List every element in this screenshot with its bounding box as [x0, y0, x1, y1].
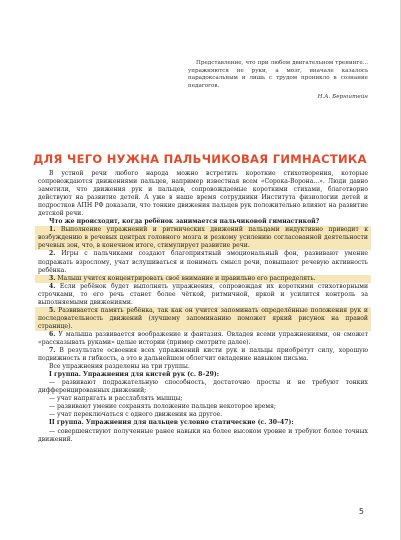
list-item-text: В результате освоения всех упражнений кисти рук и пальцы приобретут силу, хорошую подвижность и гибкость, а это в дальнейшем облегчит овладение навыком письма. [38, 347, 369, 363]
group-1-item: — учат переключаться с одного движения на другое. [49, 411, 223, 419]
intro-paragraph: В устной речи любого народа можно встретить короткие стихотворения, которые сопровождаются движениями пальцев, например известная всем «Сорока-Ворона...». Люди давно заметили, что движения рук и пальцев, сопровождаемые короткими стихами, благотворно действуют на развитие детей. А уже в наше время сотрудники Института физиологии детей и подростков АПН РФ доказали, что тонкие движения пальцев рук положительно влияют на развитие детской речи. [38, 170, 368, 218]
epigraph [188, 60, 368, 102]
epigraph-author: Н.А. Бернштейн [317, 94, 368, 101]
list-item [35, 275, 371, 283]
list-item-text: Игры с пальчиками создают благоприятный эмоциональный фон, развивают умение подражать взрослому, учат вслушиваться и понимать смысл речи, повышают речевую активность ребёнка. [38, 250, 368, 274]
group-1-title: I группа. Упражнения для кистей рук (с. 8–29): [49, 371, 220, 379]
page-number: 5 [358, 507, 364, 516]
list-item [35, 226, 371, 250]
list-item-number: 2. [49, 250, 56, 258]
list-item [38, 347, 368, 363]
list-item [35, 307, 371, 331]
list-item-text: Выполнение упражнений и ритмических движений пальцами индуктивно приводит к возбуждению в речевых центрах головного мозга и резкому усилению согласованной деятельности речевых зон, что, в конечном итоге, стимулирует развитие речи. [38, 226, 369, 250]
groups-intro: Все упражнения разделены на три группы. [49, 363, 190, 371]
group-1-item: — учат напрягать и расслаблять мышцы; [49, 395, 183, 403]
group-2-item: — совершенствуют полученные ранее навыки на более высоком уровне и требуют более точных движений. [38, 427, 368, 443]
list-item-number: 1. [49, 226, 56, 234]
group-1-item: — развивают умение сохранять положение пальцев некоторое время; [49, 403, 277, 411]
section-heading: ДЛЯ ЧЕГО НУЖНА ПАЛЬЧИКОВАЯ ГИМНАСТИКА [33, 152, 367, 166]
list-item-text: Развивается память ребёнка, так как он учится запоминать определённые положения рук и последовательность движений (лучшему запоминанию поможет яркий рисунок на правой странице). [38, 306, 368, 330]
body-text [38, 170, 368, 444]
list-item-text: У малыша развивается воображение и фантазия. Овладев всеми упражнениями, он сможет «рассказывать руками» целые истории (пример смотрите далее). [38, 330, 368, 346]
list-item [38, 250, 368, 274]
intro-question: Что же происходит, когда ребёнок занимается пальчиковой гимнастикой? [49, 218, 320, 226]
list-item-number: 3. [49, 274, 56, 282]
list-item-number: 6. [49, 330, 56, 338]
list-item-text: Малыш учится концентрировать своё внимание и правильно его распределять. [57, 274, 316, 282]
list-item-text: Если ребёнок будет выполнять упражнения, сопровождая их короткими стихотворными строчками, то его речь станет более чёткой, ритмичной, яркой и усилится контроль за выполняемыми движениями. [38, 282, 369, 306]
list-item-number: 7. [49, 347, 56, 355]
group-2-title: II группа. Упражнения для пальцев условно статические (с. 30–47): [49, 419, 294, 427]
list-item [38, 331, 368, 347]
list-item-number: 4. [49, 282, 56, 290]
list-item [38, 283, 368, 307]
group-1-item: — развивают подражательную способность, достаточно просты и не требуют тонких дифференцированных движений; [38, 379, 368, 395]
list-item-number: 5. [49, 306, 56, 314]
epigraph-quote: Представление, что при любом двигательном тренинге... упражняются не руки, а мозг, вначале казалось парадоксальным и лишь с трудом проникло в сознание педагогов. [188, 60, 368, 89]
